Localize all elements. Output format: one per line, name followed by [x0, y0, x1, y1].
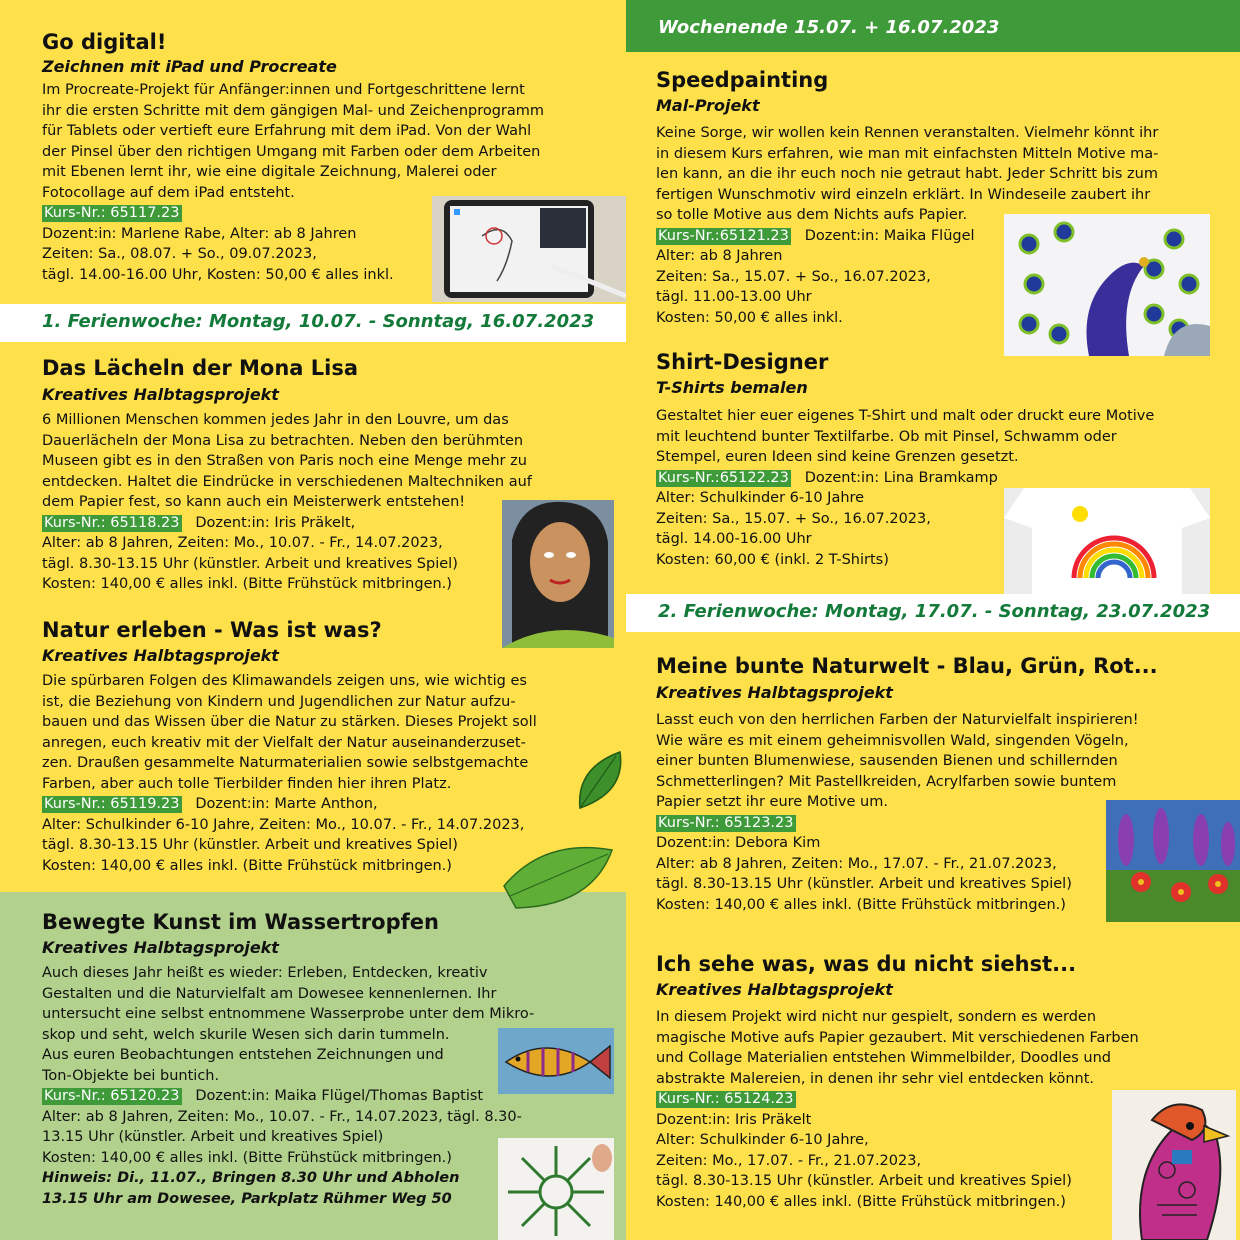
leaf-illustration: [500, 846, 616, 920]
text-line: fertigen Wunschmotiv wird einzeln erklärt. In Windeseile zaubert ihr: [656, 186, 1151, 203]
text-line: Kosten: 140,00 € alles inkl. (Bitte Frühstück mitbringen.): [42, 576, 452, 592]
course-title: Ich sehe was, was du nicht siehst...: [656, 952, 1077, 976]
text-line: tägl. 14.00-16.00 Uhr: [656, 531, 812, 547]
mona-lisa-painting: [502, 500, 614, 648]
text-line: Alter: ab 8 Jahren, Zeiten: Mo., 10.07. - Fr., 14.07.2023, tägl. 8.30-: [42, 1108, 522, 1125]
course-subtitle: Zeichnen mit iPad und Procreate: [42, 57, 337, 76]
text-line: tägl. 11.00-13.00 Uhr: [656, 289, 812, 305]
text-line: Kosten: 140,00 € alles inkl. (Bitte Frühstück mitbringen.): [42, 857, 452, 874]
text-line: und Collage Materialien entstehen Wimmelbilder, Doodles und: [656, 1050, 1112, 1066]
text-line: abstrakte Malereien, in denen ihr sehr viel entdecken könnt.: [656, 1070, 1095, 1087]
text-line: Kosten: 140,00 € alles inkl. (Bitte Frühstück mitbringen.): [42, 1149, 452, 1166]
text-line: der Pinsel über den richtigen Umgang mit Farben oder dem Arbeiten: [42, 143, 541, 160]
text-line: untersucht eine selbst entnommene Wasserprobe unter dem Mikro-: [42, 1006, 535, 1022]
text-line: tägl. 8.30-13.15 Uhr (künstler. Arbeit und kreatives Spiel): [656, 1173, 1072, 1189]
week2-banner: [626, 594, 1240, 632]
text-line: Farben, aber auch tolle Tierbilder finden hier ihren Platz.: [42, 775, 452, 792]
peacock-painting: [1004, 214, 1210, 356]
text-line: Stempel, euren Ideen sind keine Grenzen gesetzt.: [656, 449, 1019, 465]
text-line: In diesem Projekt wird nicht nur gespielt, sondern es werden: [656, 1009, 1097, 1025]
lecturer-text: Dozent:in: Maika Flügel/Thomas Baptist: [195, 1088, 484, 1104]
course-title: Meine bunte Naturwelt - Blau, Grün, Rot...: [656, 654, 1158, 678]
week1-banner-text: 1. Ferienwoche: Montag, 10.07. - Sonntag, 16.07.2023: [42, 311, 595, 332]
text-line: tägl. 8.30-13.15 Uhr (künstler. Arbeit und kreatives Spiel): [656, 876, 1072, 892]
text-line: in diesem Kurs erfahren, wie man mit einfachsten Mitteln Motive ma-: [656, 145, 1159, 162]
course-subtitle: Mal-Projekt: [656, 96, 760, 115]
text-line: entdecken. Haltet die Eindrücke in verschiedenen Maltechniken auf: [42, 473, 532, 490]
text-line: ist, die Beziehung von Kindern und Jugendlichen zur Natur aufzu-: [42, 693, 516, 710]
text-line: Aus euren Beobachtungen entstehen Zeichnungen und: [42, 1047, 444, 1063]
course-number-badge: Kurs-Nr.: 65118.23: [44, 514, 180, 531]
text-line: tägl. 14.00-16.00 Uhr, Kosten: 50,00 € alles inkl.: [42, 266, 394, 283]
text-line: Kosten: 140,00 € alles inkl. (Bitte Frühstück mitbringen.): [656, 896, 1066, 913]
text-line: Alter: ab 8 Jahren: [656, 248, 783, 264]
text-line: Schmetterlingen? Mit Pastellkreiden, Acrylfarben sowie buntem: [656, 773, 1117, 790]
course-subtitle: Kreatives Halbtagsprojekt: [42, 385, 279, 404]
text-line: so tolle Motive aus dem Nichts aufs Papier.: [656, 207, 968, 223]
course-number-badge: Kurs-Nr.: 65123.23: [658, 814, 794, 831]
text-line: ihr die ersten Schritte mit dem gängigen Mal- und Zeichenprogramm: [42, 102, 545, 119]
hint-text: 13.15 Uhr am Dowesee, Parkplatz Rühmer Weg 50: [42, 1190, 452, 1207]
text-line: Im Procreate-Projekt für Anfänger:innen und Fortgeschrittene lernt: [42, 82, 525, 98]
text-line: dem Papier fest, so kann auch ein Meisterwerk entstehen!: [42, 494, 466, 510]
text-line: Dozent:in: Iris Präkelt: [656, 1111, 812, 1128]
course-number-badge: Kurs-Nr.: 65120.23: [44, 1088, 180, 1104]
text-line: Fotocollage auf dem iPad entsteht.: [42, 184, 295, 201]
text-line: Alter: Schulkinder 6-10 Jahre, Zeiten: Mo., 10.07. - Fr., 14.07.2023,: [42, 816, 525, 833]
lecturer-text: Dozent:in: Iris Präkelt,: [195, 514, 356, 531]
course-subtitle: Kreatives Halbtagsprojekt: [656, 683, 893, 702]
fish-drawing: [498, 1028, 614, 1094]
bird-painting: [1112, 1090, 1236, 1240]
course-subtitle: T-Shirts bemalen: [656, 378, 808, 397]
text-line: Die spürbaren Folgen des Klimawandels zeigen uns, wie wichtig es: [42, 673, 527, 689]
course-title: Go digital!: [42, 30, 167, 54]
text-line: Lasst euch von den herrlichen Farben der Naturvielfalt inspirieren!: [656, 712, 1139, 728]
ipad-photo: [432, 196, 626, 302]
text-line: Zeiten: Sa., 08.07. + So., 09.07.2023,: [42, 246, 317, 262]
text-line: Ton-Objekte bei buntich.: [42, 1067, 220, 1084]
lecturer-text: Dozent:in: Maika Flügel: [804, 227, 975, 244]
text-line: für Tablets oder vertieft eure Erfahrung mit dem iPad. Von der Wahl: [42, 123, 532, 139]
text-line: Gestalten und die Naturvielfalt am Dowesee kennenlernen. Ihr: [42, 985, 497, 1002]
course-subtitle: Kreatives Halbtagsprojekt: [42, 646, 279, 665]
course-subtitle: Kreatives Halbtagsprojekt: [42, 938, 279, 957]
text-line: Museen gibt es in den Straßen von Paris noch eine Menge mehr zu: [42, 453, 527, 469]
course-title: Bewegte Kunst im Wassertropfen: [42, 910, 439, 934]
text-line: Alter: ab 8 Jahren, Zeiten: Mo., 17.07. - Fr., 21.07.2023,: [656, 855, 1057, 872]
week2-banner-text: 2. Ferienwoche: Montag, 17.07. - Sonntag, 23.07.2023: [658, 601, 1211, 622]
course-title: Natur erleben - Was ist was?: [42, 618, 382, 642]
text-line: Alter: Schulkinder 6-10 Jahre: [656, 490, 865, 506]
lecturer-text: Dozent:in: Lina Bramkamp: [804, 469, 998, 486]
text-line: Wie wäre es mit einem geheimnisvollen Wald, singenden Vögeln,: [656, 732, 1129, 749]
text-line: magische Motive aufs Papier gezaubert. Mit verschiedenen Farben: [656, 1029, 1139, 1046]
text-line: Keine Sorge, wir wollen kein Rennen veranstalten. Vielmehr könnt ihr: [656, 125, 1159, 141]
text-line: bauen und das Wissen über die Natur zu stärken. Dieses Projekt soll: [42, 714, 537, 730]
text-line: Zeiten: Sa., 15.07. + So., 16.07.2023,: [656, 268, 931, 285]
weekend-banner: [626, 0, 1240, 52]
text-line: Dozent:in: Marlene Rabe, Alter: ab 8 Jahren: [42, 225, 357, 242]
course-number-badge: Kurs-Nr.:65121.23: [658, 227, 789, 244]
text-line: Dauerlächeln der Mona Lisa zu betrachten. Neben den berühmten: [42, 432, 524, 449]
text-line: Auch dieses Jahr heißt es wieder: Erleben, Entdecken, kreativ: [42, 965, 488, 981]
flower-painting: [1106, 800, 1240, 922]
course-number-badge: Kurs-Nr.: 65119.23: [44, 796, 180, 812]
text-line: tägl. 8.30-13.15 Uhr (künstler. Arbeit und kreatives Spiel): [42, 555, 458, 572]
hint-text: Hinweis: Di., 11.07., Bringen 8.30 Uhr und Abholen: [42, 1170, 460, 1186]
text-line: mit leuchtend bunter Textilfarbe. Ob mit Pinsel, Schwamm oder: [656, 428, 1117, 445]
course-number-badge: Kurs-Nr.:65122.23: [658, 469, 789, 486]
text-line: Gestaltet hier euer eigenes T-Shirt und malt oder druckt eure Motive: [656, 408, 1155, 424]
text-line: 13.15 Uhr (künstler. Arbeit und kreatives Spiel): [42, 1129, 384, 1145]
text-line: Zeiten: Sa., 15.07. + So., 16.07.2023,: [656, 510, 931, 527]
text-line: 6 Millionen Menschen kommen jedes Jahr in den Louvre, um das: [42, 412, 509, 428]
course-title: Das Lächeln der Mona Lisa: [42, 356, 359, 380]
text-line: Kosten: 140,00 € alles inkl. (Bitte Frühstück mitbringen.): [656, 1193, 1066, 1210]
text-line: len kann, an die ihr euch noch nie getraut habt. Jeder Schritt bis zum: [656, 166, 1158, 182]
week1-banner: [0, 304, 626, 342]
leaf-illustration: [572, 748, 626, 814]
text-line: einer bunten Blumenwiese, sausenden Bienen und schillernden: [656, 753, 1118, 769]
text-line: Alter: ab 8 Jahren, Zeiten: Mo., 10.07. - Fr., 14.07.2023,: [42, 535, 443, 551]
text-line: skop und seht, welch skurile Wesen sich darin tummeln.: [42, 1026, 450, 1043]
course-number-badge: Kurs-Nr.: 65117.23: [44, 205, 180, 221]
course-subtitle: Kreatives Halbtagsprojekt: [656, 980, 893, 999]
lecturer-text: Dozent:in: Marte Anthon,: [195, 796, 378, 812]
text-line: Kosten: 60,00 € (inkl. 2 T-Shirts): [656, 551, 889, 568]
text-line: zen. Draußen gesammelte Naturmaterialien sowie selbstgemachte: [42, 755, 529, 771]
course-number-badge: Kurs-Nr.: 65124.23: [658, 1091, 794, 1107]
weekend-banner-text: Wochenende 15.07. + 16.07.2023: [658, 17, 1000, 38]
text-line: Alter: Schulkinder 6-10 Jahre,: [656, 1132, 869, 1148]
text-line: Dozent:in: Debora Kim: [656, 835, 821, 851]
text-line: Papier setzt ihr eure Motive um.: [656, 794, 888, 810]
tshirt-photo: [1004, 488, 1210, 594]
text-line: mit Ebenen lernt ihr, wie eine digitale Zeichnung, Malerei oder: [42, 164, 497, 180]
text-line: tägl. 8.30-13.15 Uhr (künstler. Arbeit und kreatives Spiel): [42, 837, 458, 853]
text-line: Kosten: 50,00 € alles inkl.: [656, 309, 843, 326]
text-line: anregen, euch kreativ mit der Vielfalt der Natur auseinanderzuset-: [42, 734, 526, 751]
course-title: Speedpainting: [656, 68, 829, 92]
course-title: Shirt-Designer: [656, 350, 829, 374]
star-drawing: [498, 1138, 614, 1240]
text-line: Zeiten: Mo., 17.07. - Fr., 21.07.2023,: [656, 1152, 922, 1169]
